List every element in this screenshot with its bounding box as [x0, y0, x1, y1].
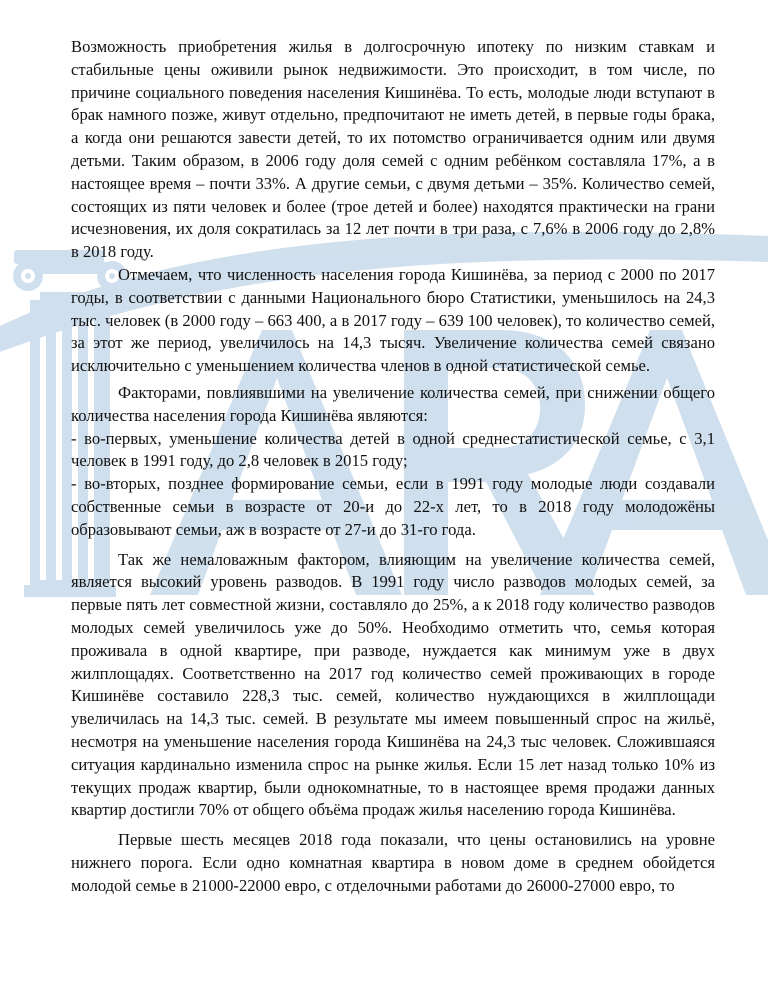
paragraph-divorces: Так же немаловажным фактором, влияющим на увеличение количества семей, является высокий уровень разводов. В 1991 году число разводов молодых семей, за первые пять лет совместной жизни, составляло до 25%, а к 2018 году количество разводов молодых семей увеличилось уже до 50%. Необходимо отметить что, семья которая проживала в одной квартире, при разводе, нуждается как минимум уже в двух жилплощадях. Соответственно на 2017 год количество семей проживающих в городе Кишинёве составило 228,3 тыс. семей, количество нуждающихся в жилплощади увеличилась на 14,3 тыс. семей. В результате мы имеем повышенный спрос на жильё, несмотря на уменьшение населения города Кишинёва на 24,3 тыс человек. Сложившаяся ситуация кардинально изменила спрос на рынке жилья. Если 15 лет назад только 10% из текущих продаж квартир, были однокомнатные, то в настоящее время продажи данных квартир достигли 70% от общего объёма продаж жилья населению города Кишинёва.: [71, 549, 715, 820]
paragraph-intro: Возможность приобретения жилья в долгосрочную ипотеку по низким ставкам и стабильные цены оживили рынок недвижимости. Это происходит, в том числе, по причине социального поведения населения Кишинёва. То есть, молодые люди вступают в брак намного позже, живут отдельно, предпочитают не иметь детей, в первые годы брака, а когда они решаются завести детей, то их потомство ограничивается одним или двумя детьми. Таким образом, в 2006 году доля семей с одним ребёнком составляла 17%, а в настоящее время – почти 33%. А другие семьи, с двумя детьми – 35%. Количество семей, состоящих из пяти человек и более (трое детей и более) находятся практически на грани исчезновения, их доля сократилась за 12 лет почти в три раза, с 7,6% в 2006 году до 2,8% в 2018 году.: [71, 37, 715, 262]
document-body: [71, 36, 715, 897]
list-item-second-factor: - во-вторых, позднее формирование семьи, если в 1991 году молодые люди создавали собственные семьи в возрасте от 20-и до 22-х лет, то в 2018 году молодожёны образовывают семьи, аж в возрасте от 27-и до 31-го года.: [71, 474, 715, 539]
list-item-first-factor: - во-первых, уменьшение количества детей в одной среднестатистической семье, с 3,1 человек в 1991 году, до 2,8 человек в 2015 году;: [71, 428, 715, 471]
paragraph-population: Отмечаем, что численность населения города Кишинёва, за период с 2000 по 2017 годы, в соответствии с данными Национального бюро Статистики, уменьшилось на 24,3 тыс. человек (в 2000 году – 663 400, а в 2017 году – 639 100 человек), то количество семей, за этот же период, увеличилось на 14,3 тысяч. Увеличение количества семей связано исключительно с уменьшением количества членов в одной статистической семье.: [71, 264, 715, 376]
paragraph-factors-intro: Факторами, повлиявшими на увеличение количества семей, при снижении общего количества населения города Кишинёва являются:: [71, 382, 715, 425]
paragraph-prices: Первые шесть месяцев 2018 года показали, что цены остановились на уровне нижнего порога. Если одно комнатная квартира в новом доме в среднем обойдется молодой семье в 21000-22000 евро, с отделочными работами до 26000-27000 евро, то: [71, 830, 715, 895]
